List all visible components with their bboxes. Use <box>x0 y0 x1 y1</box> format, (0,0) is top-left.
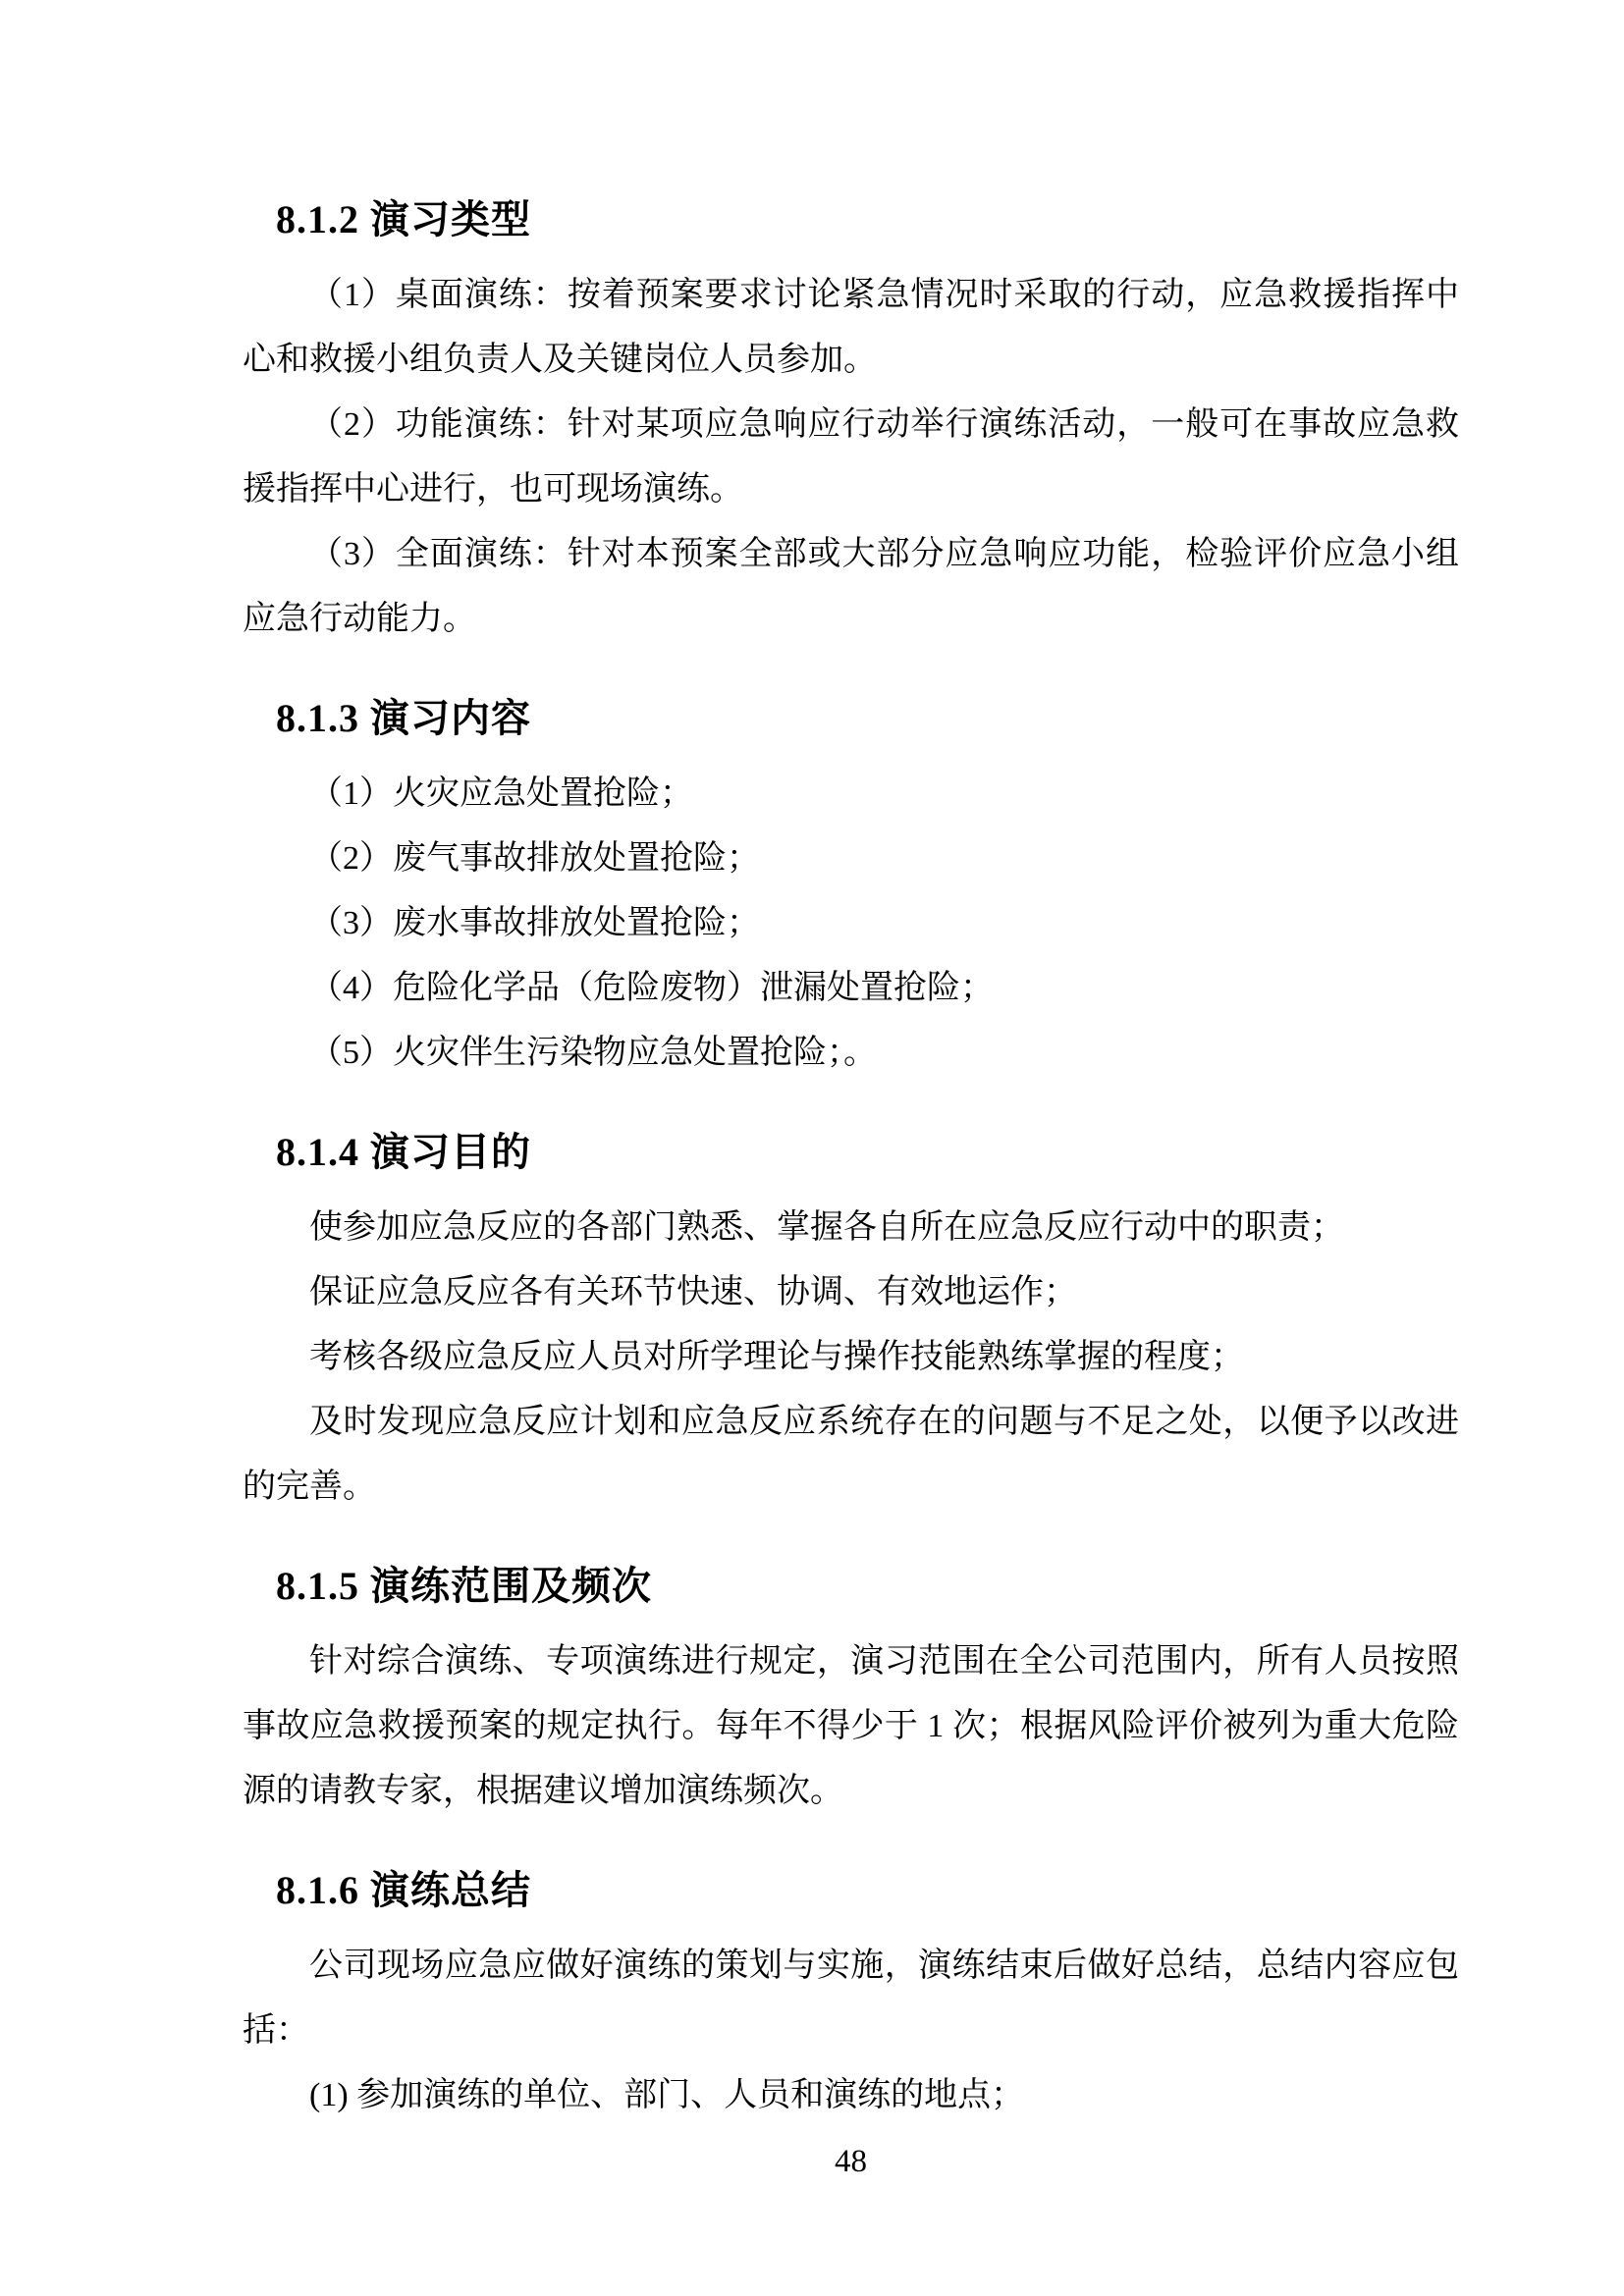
list-item: （5）火灾伴生污染物应急处置抢险；。 <box>309 1035 877 1071</box>
section-heading-812: 8.1.2 演习类型 <box>276 197 531 241</box>
page-number: 48 <box>835 2144 867 2179</box>
body-paragraph: 保证应急反应各有关环节快速、协调、有效地运作； <box>309 1274 1077 1310</box>
body-paragraph: 使参加应急反应的各部门熟悉、掌握各自所在应急反应行动中的职责； <box>309 1209 1344 1246</box>
section-heading-814: 8.1.4 演习目的 <box>276 1130 531 1174</box>
body-paragraph: （3）全面演练：针对本预案全部或大部分应急响应功能，检验评价应急小组应急行动能力。 <box>243 536 1459 637</box>
body-paragraph: 及时发现应急反应计划和应急反应系统存在的问题与不足之处，以便予以改进的完善。 <box>243 1404 1459 1505</box>
list-item: (1) 参加演练的单位、部门、人员和演练的地点； <box>309 2077 1025 2113</box>
body-paragraph: 公司现场应急应做好演练的策划与实施，演练结束后做好总结，总结内容应包括： <box>243 1948 1459 2049</box>
section-heading-815: 8.1.5 演练范围及频次 <box>276 1564 652 1608</box>
document-content <box>243 0 1459 2183</box>
body-paragraph: 针对综合演练、专项演练进行规定，演习范围在全公司范围内，所有人员按照事故应急救援预案的规定执行。每年不得少于 1 次；根据风险评价被列为重大危险源的请教专家，根据建议增加演练频次。 <box>243 1643 1459 1809</box>
list-item: （1）火灾应急处置抢险； <box>309 775 693 812</box>
body-paragraph: （1）桌面演练：按着预案要求讨论紧急情况时采取的行动，应急救援指挥中心和救援小组负责人及关键岗位人员参加。 <box>243 277 1459 378</box>
list-item: （3）废水事故排放处置抢险； <box>309 905 760 941</box>
section-heading-816: 8.1.6 演练总结 <box>276 1868 531 1912</box>
body-paragraph: 考核各级应急反应人员对所学理论与操作技能熟练掌握的程度； <box>309 1339 1244 1375</box>
list-item: （2）废气事故排放处置抢险； <box>309 840 760 877</box>
body-paragraph: （2）功能演练：针对某项应急响应行动举行演练活动，一般可在事故应急救援指挥中心进行，也可现场演练。 <box>243 406 1459 507</box>
section-heading-813: 8.1.3 演习内容 <box>276 696 531 740</box>
list-item: （4）危险化学品（危险废物）泄漏处置抢险； <box>309 970 994 1006</box>
